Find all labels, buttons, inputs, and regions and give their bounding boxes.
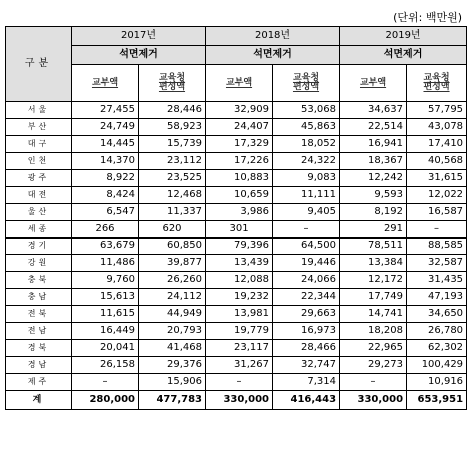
value-cell: 60,850 <box>139 238 206 255</box>
value-cell: 31,435 <box>407 272 467 289</box>
table-row <box>6 153 467 170</box>
value-cell: 22,514 <box>340 119 407 136</box>
office-budget-header: 교육청 편성액 <box>273 65 340 102</box>
value-cell: 11,486 <box>72 255 139 272</box>
value-cell: 23,117 <box>206 340 273 357</box>
value-cell: 16,973 <box>273 323 340 340</box>
table-row <box>6 357 467 374</box>
region-label: 인천 <box>6 153 72 170</box>
value-cell: 14,370 <box>72 153 139 170</box>
value-cell: 12,468 <box>139 187 206 204</box>
value-cell: 330,000 <box>206 391 273 410</box>
value-cell: 28,466 <box>273 340 340 357</box>
value-cell: 9,593 <box>340 187 407 204</box>
category-header: 구분 <box>6 27 72 102</box>
value-cell: 23,525 <box>139 170 206 187</box>
region-label: 대전 <box>6 187 72 204</box>
table-row <box>6 323 467 340</box>
region-label: 경기 <box>6 238 72 255</box>
value-cell: 12,242 <box>340 170 407 187</box>
value-cell: 44,949 <box>139 306 206 323</box>
value-cell: 39,877 <box>139 255 206 272</box>
value-cell: 58,923 <box>139 119 206 136</box>
value-cell: 6,547 <box>72 204 139 221</box>
value-cell: 32,747 <box>273 357 340 374</box>
value-cell: 18,208 <box>340 323 407 340</box>
table-row <box>6 119 467 136</box>
value-cell: 64,500 <box>273 238 340 255</box>
table-row <box>6 102 467 119</box>
value-cell: 29,663 <box>273 306 340 323</box>
value-cell: 8,192 <box>340 204 407 221</box>
value-cell: 7,314 <box>273 374 340 391</box>
asbestos-removal-header: 석면제거 <box>206 46 340 65</box>
value-cell: 11,615 <box>72 306 139 323</box>
value-cell: 330,000 <box>340 391 407 410</box>
table-row <box>6 272 467 289</box>
table-row <box>6 289 467 306</box>
value-cell: 620 <box>139 221 206 238</box>
value-cell: 100,429 <box>407 357 467 374</box>
value-cell: 8,922 <box>72 170 139 187</box>
value-cell: 11,337 <box>139 204 206 221</box>
table-row <box>6 221 467 238</box>
value-cell: – <box>273 221 340 238</box>
value-cell: 63,679 <box>72 238 139 255</box>
value-cell: 53,068 <box>273 102 340 119</box>
value-cell: 32,587 <box>407 255 467 272</box>
value-cell: 9,760 <box>72 272 139 289</box>
value-cell: 27,455 <box>72 102 139 119</box>
value-cell: 16,941 <box>340 136 407 153</box>
value-cell: 10,916 <box>407 374 467 391</box>
value-cell: 12,088 <box>206 272 273 289</box>
value-cell: 34,637 <box>340 102 407 119</box>
value-cell: 12,022 <box>407 187 467 204</box>
value-cell: 19,446 <box>273 255 340 272</box>
value-cell: 18,367 <box>340 153 407 170</box>
value-cell: 16,587 <box>407 204 467 221</box>
office-budget-header: 교육청 편성액 <box>139 65 206 102</box>
value-cell: 19,779 <box>206 323 273 340</box>
value-cell: 280,000 <box>72 391 139 410</box>
value-cell: 34,650 <box>407 306 467 323</box>
value-cell: 26,260 <box>139 272 206 289</box>
value-cell: 17,410 <box>407 136 467 153</box>
region-label: 부산 <box>6 119 72 136</box>
moe-grant-header: 교부액 <box>72 65 139 102</box>
region-label: 전북 <box>6 306 72 323</box>
value-cell: 10,883 <box>206 170 273 187</box>
table-row <box>6 340 467 357</box>
value-cell: 653,951 <box>407 391 467 410</box>
value-cell: 24,407 <box>206 119 273 136</box>
value-cell: 15,613 <box>72 289 139 306</box>
table-row <box>6 136 467 153</box>
value-cell: 26,780 <box>407 323 467 340</box>
value-cell: 31,267 <box>206 357 273 374</box>
table-row <box>6 391 467 410</box>
table-row <box>6 374 467 391</box>
value-cell: – <box>206 374 273 391</box>
budget-table <box>5 26 467 410</box>
table-row <box>6 306 467 323</box>
value-cell: 14,445 <box>72 136 139 153</box>
value-cell: 13,439 <box>206 255 273 272</box>
value-cell: 17,226 <box>206 153 273 170</box>
value-cell: 31,615 <box>407 170 467 187</box>
value-cell: 43,078 <box>407 119 467 136</box>
value-cell: 23,112 <box>139 153 206 170</box>
asbestos-removal-header: 석면제거 <box>72 46 206 65</box>
value-cell: 19,232 <box>206 289 273 306</box>
value-cell: 9,405 <box>273 204 340 221</box>
year-2019-header: 2019년 <box>340 27 467 46</box>
value-cell: 17,749 <box>340 289 407 306</box>
value-cell: 12,172 <box>340 272 407 289</box>
value-cell: 13,384 <box>340 255 407 272</box>
value-cell: 29,273 <box>340 357 407 374</box>
value-cell: 11,111 <box>273 187 340 204</box>
table-row <box>6 170 467 187</box>
value-cell: 301 <box>206 221 273 238</box>
value-cell: 32,909 <box>206 102 273 119</box>
region-label: 울산 <box>6 204 72 221</box>
year-2018-header: 2018년 <box>206 27 340 46</box>
region-label: 충북 <box>6 272 72 289</box>
value-cell: 17,329 <box>206 136 273 153</box>
region-label: 경북 <box>6 340 72 357</box>
region-label: 세종 <box>6 221 72 238</box>
value-cell: 79,396 <box>206 238 273 255</box>
value-cell: 291 <box>340 221 407 238</box>
office-budget-header: 교육청 편성액 <box>407 65 467 102</box>
value-cell: 10,659 <box>206 187 273 204</box>
value-cell: 24,112 <box>139 289 206 306</box>
value-cell: 78,511 <box>340 238 407 255</box>
region-label: 충남 <box>6 289 72 306</box>
region-label: 제주 <box>6 374 72 391</box>
value-cell: 22,965 <box>340 340 407 357</box>
value-cell: 8,424 <box>72 187 139 204</box>
region-label: 광주 <box>6 170 72 187</box>
region-label: 서울 <box>6 102 72 119</box>
value-cell: 15,739 <box>139 136 206 153</box>
value-cell: 24,066 <box>273 272 340 289</box>
moe-grant-header: 교부액 <box>340 65 407 102</box>
region-label: 전남 <box>6 323 72 340</box>
value-cell: 24,749 <box>72 119 139 136</box>
value-cell: 13,981 <box>206 306 273 323</box>
value-cell: 477,783 <box>139 391 206 410</box>
region-label: 대구 <box>6 136 72 153</box>
table-row <box>6 187 467 204</box>
value-cell: 88,585 <box>407 238 467 255</box>
value-cell: 22,344 <box>273 289 340 306</box>
unit-label: (단위: 백만원) <box>393 11 462 24</box>
value-cell: 26,158 <box>72 357 139 374</box>
value-cell: 16,449 <box>72 323 139 340</box>
value-cell: 45,863 <box>273 119 340 136</box>
region-label: 경남 <box>6 357 72 374</box>
value-cell: 41,468 <box>139 340 206 357</box>
table-row <box>6 238 467 255</box>
value-cell: 14,741 <box>340 306 407 323</box>
value-cell: – <box>340 374 407 391</box>
year-2017-header: 2017년 <box>72 27 206 46</box>
table-row <box>6 204 467 221</box>
value-cell: 28,446 <box>139 102 206 119</box>
table-row <box>6 255 467 272</box>
value-cell: – <box>72 374 139 391</box>
moe-grant-header: 교부액 <box>206 65 273 102</box>
value-cell: 416,443 <box>273 391 340 410</box>
value-cell: 40,568 <box>407 153 467 170</box>
value-cell: 3,986 <box>206 204 273 221</box>
asbestos-removal-header: 석면제거 <box>340 46 467 65</box>
value-cell: 20,793 <box>139 323 206 340</box>
value-cell: 266 <box>72 221 139 238</box>
table-body <box>6 102 467 410</box>
value-cell: 18,052 <box>273 136 340 153</box>
value-cell: 24,322 <box>273 153 340 170</box>
value-cell: 62,302 <box>407 340 467 357</box>
value-cell: 20,041 <box>72 340 139 357</box>
region-label: 계 <box>6 391 72 410</box>
region-label: 강원 <box>6 255 72 272</box>
value-cell: – <box>407 221 467 238</box>
value-cell: 9,083 <box>273 170 340 187</box>
value-cell: 47,193 <box>407 289 467 306</box>
value-cell: 15,906 <box>139 374 206 391</box>
value-cell: 57,795 <box>407 102 467 119</box>
value-cell: 29,376 <box>139 357 206 374</box>
